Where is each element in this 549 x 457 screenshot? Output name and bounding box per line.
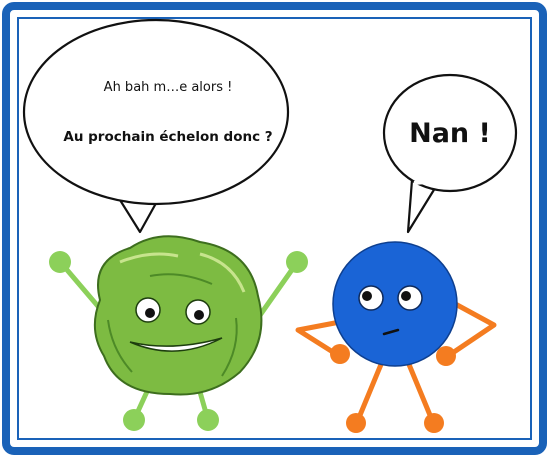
- right-bubble-text: Nan !: [409, 118, 491, 149]
- left-bubble-line2: Au prochain échelon donc ?: [63, 129, 273, 145]
- left-bubble-line1: Ah bah m…e alors !: [103, 80, 233, 95]
